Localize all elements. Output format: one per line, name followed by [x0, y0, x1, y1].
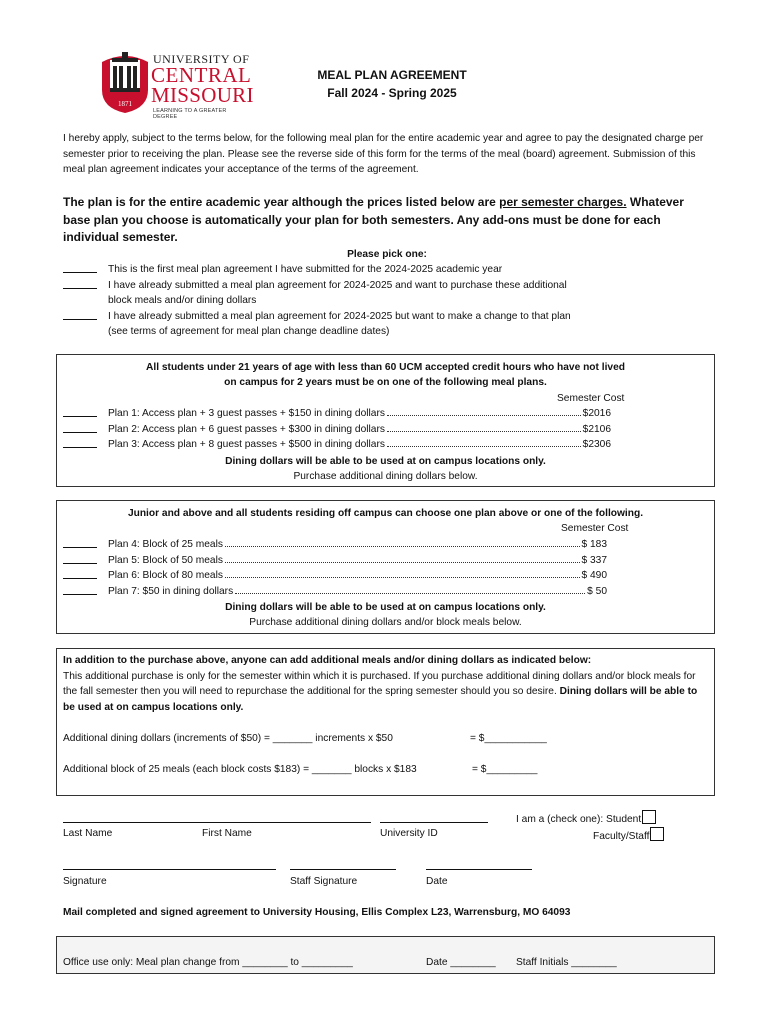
office-use-box: [56, 936, 715, 974]
notice-part1: The plan is for the entire academic year although the prices listed below are: [63, 195, 500, 209]
box3-body: [63, 669, 708, 716]
plan-price: $2106: [582, 423, 611, 435]
plan-price: $ 337: [581, 554, 607, 566]
plan-label: Plan 4: Block of 25 meals: [108, 539, 223, 550]
plan-row[interactable]: [63, 553, 607, 569]
plan-row[interactable]: [63, 568, 607, 584]
date-line[interactable]: [426, 869, 532, 870]
pick-option-text: (see terms of agreement for meal plan change deadline dates): [108, 326, 390, 337]
logo-line1: UNIVERSITY OF: [153, 52, 250, 66]
plan-price: $2306: [582, 439, 611, 450]
plan-blank[interactable]: [63, 568, 97, 579]
notice-underlined: per semester charges.: [499, 195, 627, 209]
additional-dining-label[interactable]: Additional dining dollars (increments of $50) = _______ increments x $50: [63, 733, 393, 744]
pick-blank-1[interactable]: [63, 262, 97, 273]
university-id-line[interactable]: [380, 822, 488, 823]
student-checkbox[interactable]: [642, 810, 656, 824]
svg-text:1871: 1871: [118, 100, 132, 108]
box2-cost-label: Semester Cost: [561, 523, 629, 534]
plan-price: $2016: [582, 408, 611, 419]
additional-block-label[interactable]: Additional block of 25 meals (each block costs $183) = _______ blocks x $183: [63, 764, 417, 775]
box3-body-text: This additional purchase is only for the semester within which it is purchased. If you purchase additional dining dollars and/or block meals for the fall semester then you will need to repurchase the additional for the spring semester should you so desire.: [63, 670, 696, 697]
box3-heading: In addition to the purchase above, anyone can add additional meals and/or dining dollars as indicated below:: [63, 655, 592, 666]
plan-label: Plan 7: $50 in dining dollars: [108, 585, 234, 597]
intro-paragraph: I hereby apply, subject to the terms below, for the following meal plan for the entire academic year and agree to pay the designated charge per semester prior to receiving the plan. Please see the reverse side of this form for the terms of the meal (board) agreement. Submission of this meal plan agreement indicates your acceptance of the terms of the agreement.: [63, 133, 704, 175]
plan-blank[interactable]: [63, 537, 97, 548]
logo-tagline: LEARNING TO A GREATER DEGREE: [153, 108, 227, 120]
signature-label: Signature: [63, 876, 107, 887]
box2-heading: Junior and above and all students residing off campus can choose one plan above or one of the following.: [127, 508, 644, 519]
page-term: Fall 2024 - Spring 2025: [327, 86, 457, 100]
faculty-option[interactable]: [593, 827, 664, 845]
pick-option-3[interactable]: [63, 309, 711, 325]
office-change-field[interactable]: Office use only: Meal plan change from ________ to _________: [63, 957, 353, 968]
last-name-label: Last Name: [63, 828, 113, 839]
name-line[interactable]: [63, 822, 371, 823]
plan-row[interactable]: [63, 537, 607, 553]
pick-option-text: I have already submitted a meal plan agreement for 2024-2025 and want to purchase these additional: [108, 279, 567, 291]
signature-line[interactable]: [63, 869, 276, 870]
student-option[interactable]: [516, 810, 656, 828]
additional-block-total[interactable]: = $_________: [472, 764, 538, 775]
box2-note: Purchase additional dining dollars and/or block meals below.: [249, 617, 522, 628]
pick-option-3-cont: [63, 324, 711, 340]
box1-heading-2: on campus for 2 years must be on one of the following meal plans.: [224, 377, 547, 388]
plan-price: $ 50: [587, 585, 607, 597]
plan-blank[interactable]: [63, 437, 97, 448]
pick-option-text: block meals and/or dining dollars: [108, 295, 257, 306]
plan-blank[interactable]: [63, 584, 97, 595]
box1-heading-1: All students under 21 years of age with less than 60 UCM accepted credit hours who have not lived: [146, 362, 625, 373]
pick-option-2[interactable]: [63, 278, 711, 294]
pick-blank-3[interactable]: [63, 309, 97, 320]
meal-plans-box-1: [56, 354, 715, 487]
date-label: Date: [426, 876, 448, 887]
plan-label: Plan 6: Block of 80 meals: [108, 570, 223, 581]
box2-plan-list: [63, 537, 607, 601]
box1-plan-list: [63, 406, 611, 454]
plan-blank[interactable]: [63, 553, 97, 564]
university-logo: [98, 48, 254, 120]
box1-note-bold: Dining dollars will be able to be used at on campus locations only.: [225, 456, 546, 467]
pick-list: [63, 262, 711, 342]
seal-icon: [98, 50, 152, 114]
pick-option-text: This is the first meal plan agreement I have submitted for the 2024-2025 academic year: [108, 264, 503, 275]
staff-signature-label: Staff Signature: [290, 876, 358, 887]
plan-row[interactable]: [63, 406, 611, 422]
logo-line2: CENTRAL: [151, 63, 252, 87]
meal-plans-box-2: [56, 500, 715, 634]
plan-label: Plan 5: Block of 50 meals: [108, 554, 223, 566]
university-id-label: University ID: [380, 828, 438, 839]
office-date-field[interactable]: Date ________: [426, 957, 496, 968]
mail-instructions: Mail completed and signed agreement to University Housing, Ellis Complex L23, Warrensburg, MO 64093: [63, 907, 571, 918]
pick-heading: Please pick one:: [347, 249, 427, 260]
office-initials-field[interactable]: Staff Initials ________: [516, 957, 617, 968]
pick-option-2-cont: [63, 293, 711, 309]
plan-row[interactable]: [63, 584, 607, 600]
additional-purchase-box: [56, 648, 715, 796]
staff-signature-line[interactable]: [290, 869, 396, 870]
logo-line3: MISSOURI: [151, 83, 254, 107]
pick-option-text: I have already submitted a meal plan agreement for 2024-2025 but want to make a change to that plan: [108, 310, 571, 322]
pick-blank-2[interactable]: [63, 278, 97, 289]
pick-option-1[interactable]: [63, 262, 711, 278]
plan-label: Plan 2: Access plan + 6 guest passes + $300 in dining dollars: [108, 423, 385, 435]
notice-paragraph: [63, 194, 703, 247]
plan-row[interactable]: [63, 422, 611, 438]
plan-blank[interactable]: [63, 406, 97, 417]
plan-price: $ 490: [581, 570, 607, 581]
box1-note: Purchase additional dining dollars below.: [293, 471, 478, 482]
page-title: MEAL PLAN AGREEMENT: [317, 68, 467, 82]
box1-cost-label: Semester Cost: [557, 393, 625, 404]
plan-label: Plan 3: Access plan + 8 guest passes + $500 in dining dollars: [108, 439, 385, 450]
additional-dining-total[interactable]: = $___________: [470, 733, 547, 744]
first-name-label: First Name: [202, 828, 252, 839]
box3-body-bold: Dining dollars will be able to be used at on campus locations only.: [63, 686, 698, 713]
plan-blank[interactable]: [63, 422, 97, 433]
iam-label: I am a (check one): Student: [516, 814, 642, 825]
plan-row[interactable]: [63, 437, 611, 453]
notice-part2: Whatever base plan you choose is automatically your plan for both semesters. Any add-ons must be done for each individual semester.: [63, 195, 684, 244]
box2-note-bold: Dining dollars will be able to be used at on campus locations only.: [225, 602, 546, 613]
plan-price: $ 183: [581, 539, 607, 550]
plan-label: Plan 1: Access plan + 3 guest passes + $150 in dining dollars: [108, 408, 385, 419]
faculty-label: Faculty/Staff: [593, 831, 650, 842]
faculty-checkbox[interactable]: [650, 827, 664, 841]
